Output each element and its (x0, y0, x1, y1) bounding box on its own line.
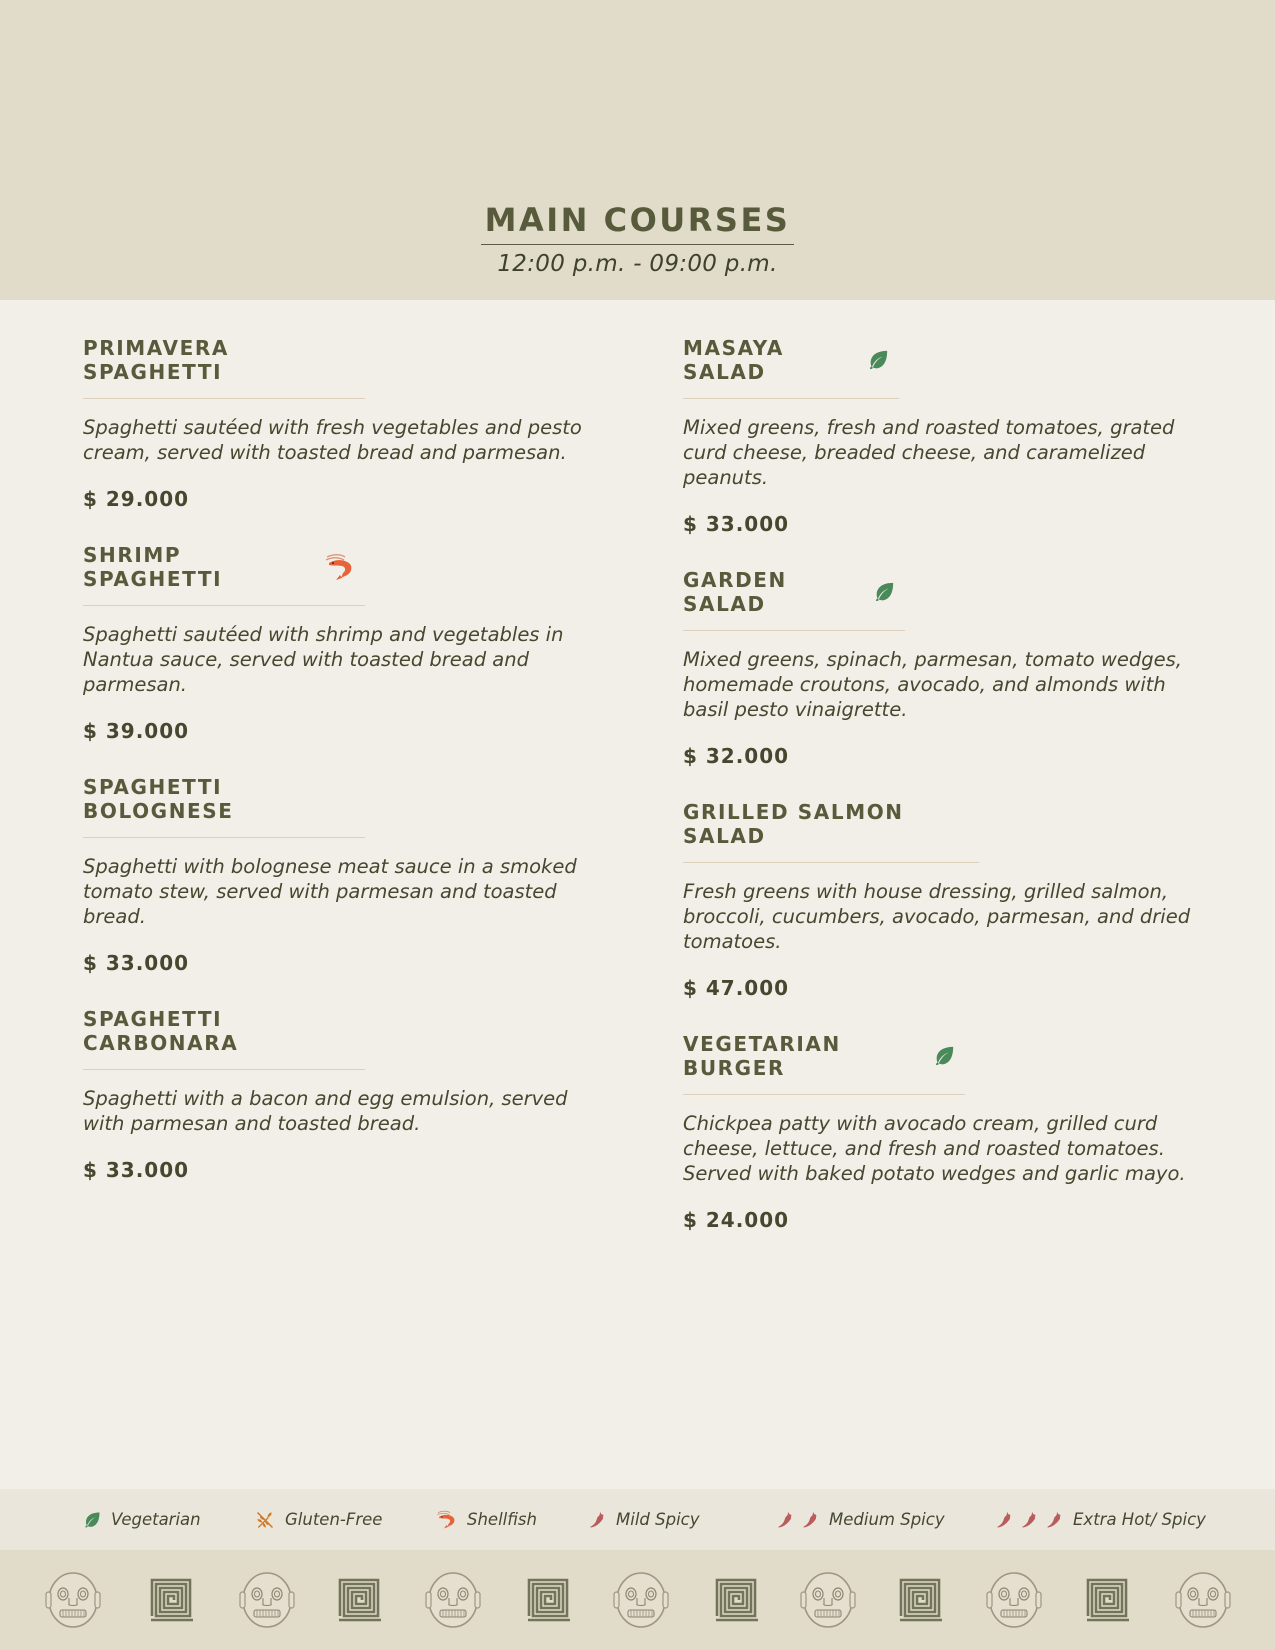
left-menu-column (83, 336, 603, 1214)
shrimp-icon (323, 553, 355, 581)
decorative-footer (0, 1550, 1275, 1650)
spiral-icon (527, 1578, 571, 1622)
spiral-icon (150, 1578, 194, 1622)
wheat-crossed-icon (255, 1510, 275, 1530)
chili-pepper-icon (776, 1511, 819, 1529)
item-heading (83, 1007, 365, 1070)
item-description: Chickpea patty with avocado cream, grilled curd cheese, lettuce, and fresh and roasted tomatoes. Served with baked potato wedges and garlic mayo. (683, 1112, 1186, 1185)
item-name: SHRIMP SPAGHETTI (83, 543, 223, 591)
item-price: $ 39.000 (83, 719, 190, 743)
mask-icon (983, 1568, 1045, 1630)
spiral-icon (899, 1578, 943, 1622)
item-name: GRILLED SALMON SALAD (683, 800, 904, 848)
legend-shellfish (435, 1489, 537, 1550)
menu-item (83, 775, 603, 975)
item-description: Mixed greens, spinach, parmesan, tomato wedges, homemade croutons, avocado, and almonds with basil pesto vinaigrette. (683, 648, 1182, 721)
item-description: Fresh greens with house dressing, grilled salmon, broccoli, cucumbers, avocado, parmesan, and dried tomatoes. (683, 880, 1191, 953)
menu-item (83, 336, 603, 511)
legend-medium-spicy (776, 1489, 945, 1550)
legend-label: Extra Hot/ Spicy (1073, 1510, 1206, 1529)
menu-item (83, 1007, 603, 1182)
legend-label: Gluten-Free (285, 1510, 383, 1529)
leaf-icon (873, 581, 895, 603)
item-heading (683, 1032, 965, 1095)
title-block (0, 200, 1275, 277)
legend-label: Mild Spicy (616, 1510, 700, 1529)
menu-item (683, 336, 1203, 536)
menu-item (83, 543, 603, 743)
item-name: PRIMAVERA SPAGHETTI (83, 336, 229, 384)
chili-pepper-icon (995, 1511, 1063, 1529)
mask-icon (610, 1568, 672, 1630)
item-name: GARDEN SALAD (683, 568, 787, 616)
right-menu-column (683, 336, 1203, 1264)
legend-vegetarian (83, 1489, 201, 1550)
item-description: Spaghetti with a bacon and egg emulsion, served with parmesan and toasted bread. (83, 1087, 568, 1135)
spiral-icon (1086, 1578, 1130, 1622)
shrimp-icon (435, 1510, 457, 1529)
item-name: SPAGHETTI BOLOGNESE (83, 775, 234, 823)
item-price: $ 33.000 (683, 512, 790, 536)
mask-icon (236, 1568, 298, 1630)
service-hours: 12:00 p.m. - 09:00 p.m. (497, 251, 778, 277)
legend-gluten-free (255, 1489, 382, 1550)
item-name: SPAGHETTI CARBONARA (83, 1007, 239, 1055)
item-price: $ 32.000 (683, 744, 790, 768)
item-description: Spaghetti sautéed with shrimp and vegetables in Nantua sauce, served with toasted bread and parmesan. (83, 623, 564, 696)
legend-mild-spicy (588, 1489, 700, 1550)
item-name: MASAYA SALAD (683, 336, 784, 384)
item-heading (683, 336, 899, 399)
mask-icon (797, 1568, 859, 1630)
item-heading (683, 800, 979, 863)
item-price: $ 47.000 (683, 976, 790, 1000)
item-heading (83, 775, 365, 838)
header-band (0, 0, 1275, 300)
item-description: Mixed greens, fresh and roasted tomatoes, grated curd cheese, breaded cheese, and caramelized peanuts. (683, 416, 1175, 489)
item-heading (83, 336, 365, 399)
mask-icon (1172, 1568, 1234, 1630)
item-heading (83, 543, 365, 606)
item-name: VEGETARIAN BURGER (683, 1032, 841, 1080)
item-description: Spaghetti with bolognese meat sauce in a smoked tomato stew, served with parmesan and toasted bread. (83, 855, 577, 928)
item-price: $ 29.000 (83, 487, 190, 511)
spiral-icon (715, 1578, 759, 1622)
menu-item (683, 568, 1203, 768)
item-heading (683, 568, 905, 631)
item-price: $ 33.000 (83, 951, 190, 975)
item-price: $ 33.000 (83, 1158, 190, 1182)
leaf-icon (933, 1045, 955, 1067)
mask-icon (422, 1568, 484, 1630)
legend-extra-hot (995, 1489, 1206, 1550)
dietary-legend (0, 1489, 1275, 1550)
leaf-icon (83, 1511, 101, 1529)
item-price: $ 24.000 (683, 1208, 790, 1232)
menu-item (683, 800, 1203, 1000)
page-title: MAIN COURSES (481, 200, 795, 245)
mask-icon (42, 1568, 104, 1630)
spiral-icon (338, 1578, 382, 1622)
legend-label: Vegetarian (111, 1510, 201, 1529)
legend-label: Shellfish (467, 1510, 537, 1529)
chili-pepper-icon (588, 1511, 606, 1529)
item-description: Spaghetti sautéed with fresh vegetables and pesto cream, served with toasted bread and parmesan. (83, 416, 582, 464)
menu-item (683, 1032, 1203, 1232)
leaf-icon (867, 349, 889, 371)
legend-label: Medium Spicy (829, 1510, 945, 1529)
